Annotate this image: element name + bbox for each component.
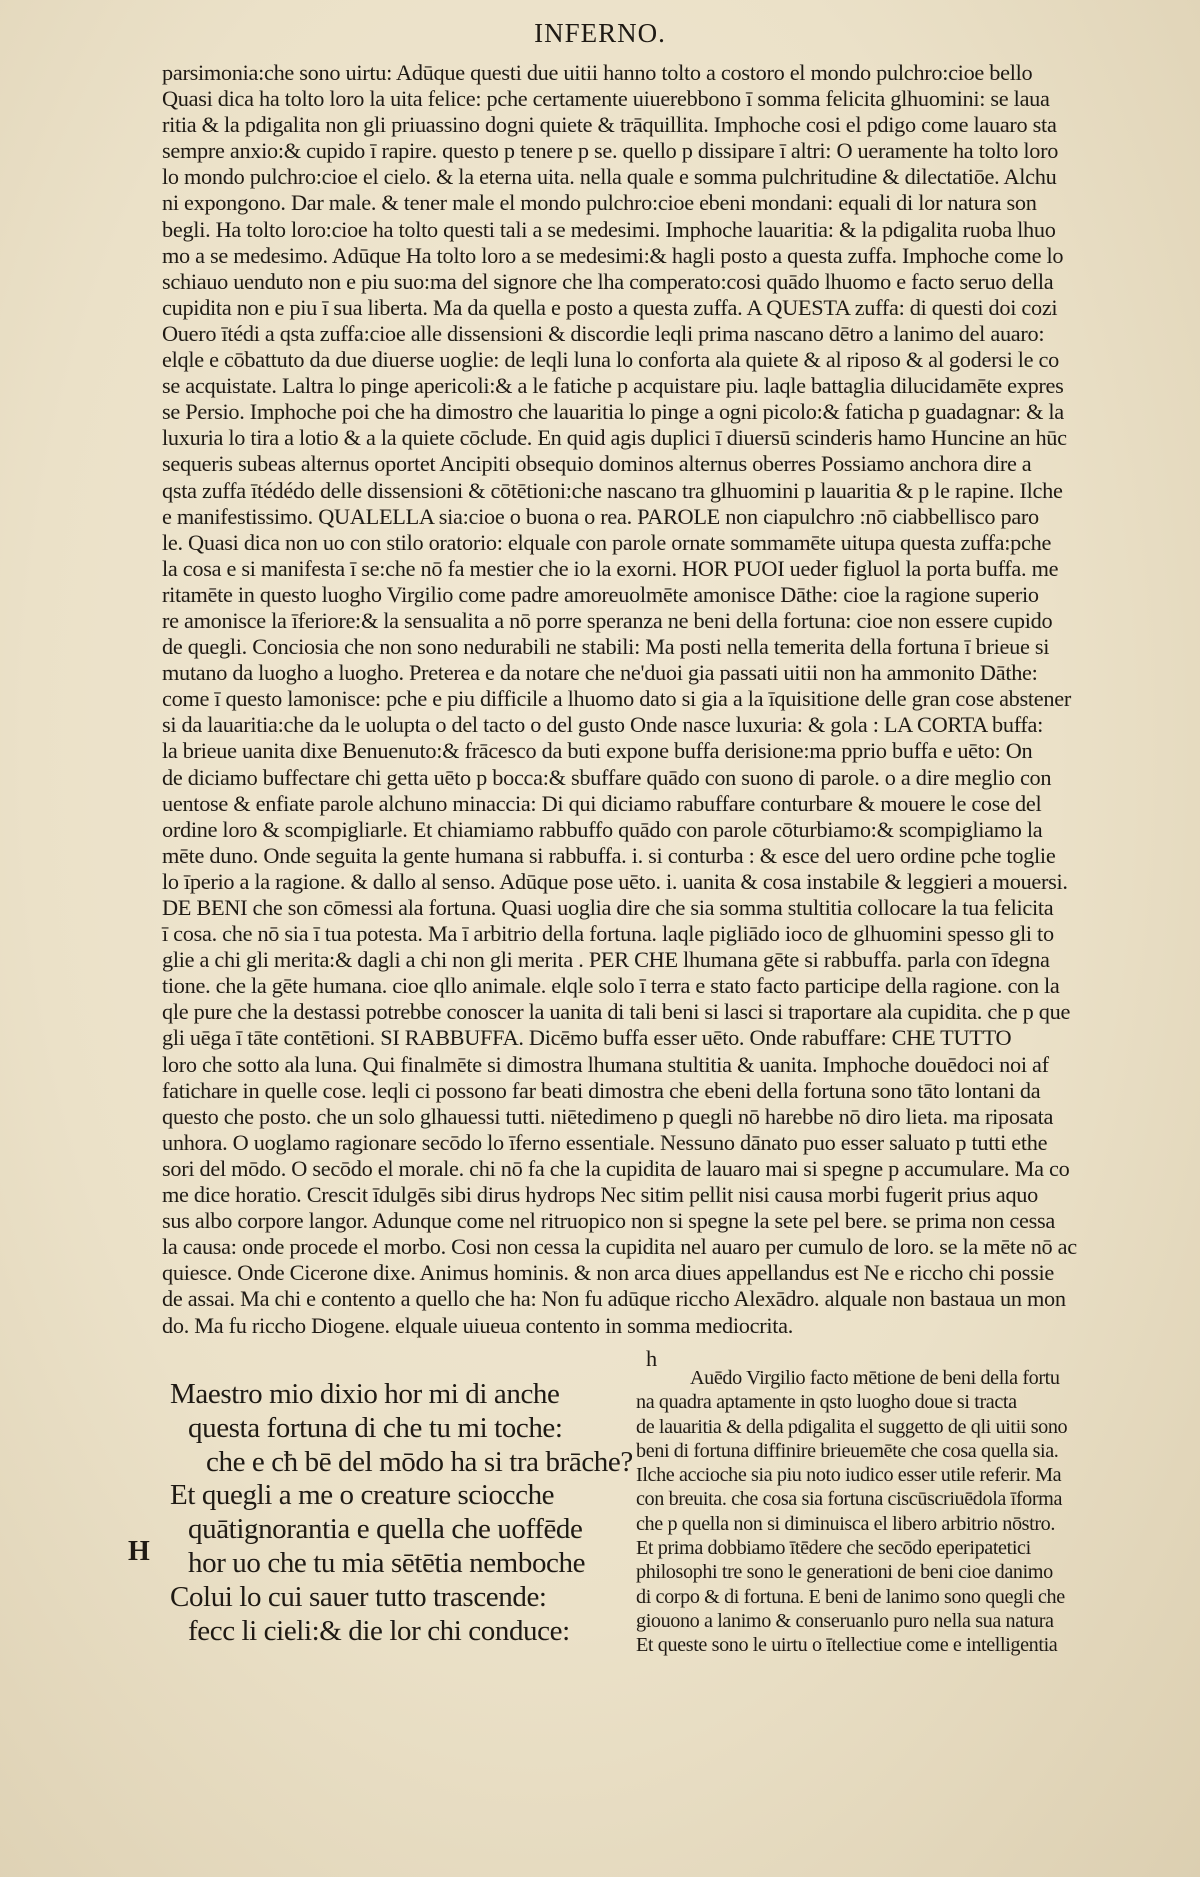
commentary-line: Quasi dica ha tolto loro la uita felice: pche certamente uiuerebbono ī somma felicita glhuomini: se laua [162,86,1050,112]
commentary-line: lo īperio a la ragione. & dallo al senso. Adūque pose uēto. i. uanita & cosa instabile & leggieri a mouersi. [162,868,1068,894]
commentary-line: sempre anxio:& cupido ī rapire. questo p tenere p se. quello p dissipare ī altri: O ueramente ha tolto loro [162,138,1059,164]
commentary-line: unhora. O uoglamo ragionare secōdo lo īferno essentiale. Nessuno dānato puo esser saluato p tutti ethe [162,1129,1048,1155]
commentary-line: qsta zuffa ītédédo delle dissensioni & cōtētioni:che nascano tra glhuomini p lauaritia & p le rapine. Ilche [162,477,1063,503]
verse-block [170,1378,633,1648]
commentary-line: do. Ma fu riccho Diogene. elquale uiueua contento in somma mediocrita. [162,1312,793,1338]
commentary-line: re amonisce la īferiore:& la sensualita a nō porre speranza ne beni della fortuna: cioe non essere cupido [162,607,1053,633]
verse-line: Maestro mio dixio hor mi di anche [170,1378,560,1410]
commentary-line: me dice horatio. Crescit īdulgēs sibi dirus hydrops Nec sitim pellit nisi causa morbi fugerit prius aquo [162,1182,1038,1208]
side-note-line: Ilche accioche sia piu noto iudico esser utile referir. Ma [636,1464,1062,1487]
commentary-line: si da lauaritia:che da le uolupta o del tacto o del gusto Onde nasce luxuria: & gola : LA CORTA buffa: [162,712,1044,738]
commentary-line: glie a chi gli merita:& dagli a chi non gli merita . PER CHE lhumana gēte si rabbuffa. parla con īdegna [162,947,1050,973]
side-note-line: che p quella non si diminuisca el libero arbitrio nōstro. [636,1512,1055,1535]
commentary-line: parsimonia:che sono uirtu: Adūque questi due uitii hanno tolto a costoro el mondo pulchro:cioe bello [162,60,1033,85]
commentary-line: se acquistate. Laltra lo pinge apericoli:& a le fatiche p acquistare piu. laqle battaglia dilucidamēte expres [162,373,1064,399]
margin-letter: H [128,1536,150,1567]
side-note-letter: h [646,1346,658,1371]
commentary-line: ni expongono. Dar male. & tener male el mondo pulchro:cioe ebeni mondani: equali di lor natura son [162,190,1037,216]
commentary-line: Ouero ītédi a qsta zuffa:cioe alle dissensioni & discordie leqli prima nascano dētro a lanimo del auaro: [162,320,1045,346]
commentary-line: come ī questo lamonisce: pche e piu difficile a lhuomo dato si gia a la īquisitione delle gran cose abstener [162,686,1071,712]
commentary-line: DE BENI che son cōmessi ala fortuna. Quasi uoglia dire che sia somma stultitia collocare la tua felicita [162,895,1054,920]
commentary-line: uentose & enfiate parole alchuno minaccia: Di qui diciamo rabuffare conturbare & mouere le cose del [162,790,1042,816]
verse-line: quātignorantia e quella che uoffēde [188,1513,583,1546]
commentary-block [162,60,1200,1339]
commentary-line: qle pure che la destassi potrebbe conoscer la uanita di tali beni si lasci si traportare ala cupidita. che p que [162,999,1071,1025]
side-note-line: Auēdo Virgilio facto mētione de beni della fortu [690,1367,1060,1389]
commentary-line: luxuria lo tira a lotio & a la quiete cōclude. En quid agis duplici ī diuersū scinderis hamo Huncine an hūc [162,425,1067,451]
commentary-line: loro che sotto ala luna. Qui finalmēte si dimostra lhumana stultitia & uanita. Imphoche douēdoci noi af [162,1051,1049,1077]
commentary-line: la causa: onde procede el morbo. Cosi non cessa la cupidita nel auaro per cumulo de loro. se la mēte nō ac [162,1234,1077,1260]
commentary-line: de quegli. Conciosia che non sono nedurabili ne stabili: Ma posti nella temerita della fortuna ī brieue si [162,634,1050,660]
side-note-block [636,1366,1196,1658]
verse-line: che e cħ bē del mōdo ha si tra brāche? [206,1445,633,1478]
commentary-line: ritia & la pdigalita non gli priuassino dogni quiete & trāquillita. Imphoche cosi el pdigo come lauaro sta [162,112,1057,138]
verse-line: Et quegli a me o creature sciocche [170,1479,555,1512]
verse-line: questa fortuna di che tu mi toche: [188,1411,563,1444]
side-note-line: beni di fortuna diffinire brieuemēte che cosa quella sia. [636,1439,1059,1462]
commentary-line: la brieue uanita dixe Benuenuto:& frācesco da buti expone buffa derisione:ma pprio buffa e uēto: On [162,738,1033,764]
commentary-line: quiesce. Onde Cicerone dixe. Animus hominis. & non arca diues appellandus est Ne e riccho chi possie [162,1260,1054,1286]
verse-line: fecc li cieli:& die lor chi conduce: [188,1614,570,1647]
verse-line: Colui lo cui sauer tutto trascende: [170,1580,547,1613]
verse-line: hor uo che tu mia sētētia nemboche [188,1546,586,1579]
commentary-line: le. Quasi dica non uo con stilo oratorio: elquale con parole ornate sommamēte uitupa questa zuffa:pche [162,529,1052,555]
commentary-line: mēte duno. Onde seguita la gente humana si rabbuffa. i. si conturba : & esce del uero ordine pche toglie [162,842,1056,868]
commentary-line: ritamēte in questo luogho Virgilio come padre amoreuolmēte amonisce Dāthe: cioe la ragione superio [162,581,1039,607]
side-note-line: philosophi tre sono le generationi de beni cioe danimo [636,1561,1053,1584]
commentary-line: elqle e cōbattuto da due diuerse uoglie: de leqli luna lo conforta ala quiete & al riposo & al godersi le co [162,347,1059,373]
commentary-line: de assai. Ma chi e contento a quello che ha: Non fu adūque riccho Alexādro. alquale non bastaua un mon [162,1286,1066,1312]
side-note-line: con breuita. che cosa sia fortuna ciscūscriuēdola īforma [636,1488,1063,1511]
commentary-line: gli uēga ī tāte contētioni. SI RABBUFFA. Dicēmo buffa esser uēto. Onde rabuffare: CHE TUTTO [162,1025,1012,1051]
commentary-line: mutano da luogho a luogho. Preterea e da notare che ne'duoi gia passati uitii non ha ammonito Dāthe: [162,660,1038,686]
commentary-line: ī cosa. che nō sia ī tua potesta. Ma ī arbitrio della fortuna. laqle pigliādo ioco de glhuomini spesso gli to [162,921,1054,947]
commentary-line: mo a se medesimo. Adūque Ha tolto loro a se medesimi:& hagli posto a questa zuffa. Imphoche come lo [162,242,1064,268]
side-note-line: na quadra aptamente in qsto luogho doue si tracta [636,1391,1017,1414]
commentary-line: e manifestissimo. QUALELLA sia:cioe o buona o rea. PAROLE non ciapulchro :nō ciabbellisco paro [162,503,1039,529]
commentary-line: fatichare in quelle cose. leqli ci possono far beati dimostra che ebeni della fortuna sono tāto lontani da [162,1077,1041,1103]
side-note-line: giouono a lanimo & conseruanlo puro nella sua natura [636,1609,1054,1632]
side-note-line: Et prima dobbiamo ītēdere che secōdo eperipatetici [636,1537,1031,1560]
commentary-line: la cosa e si manifesta ī se:che nō fa mestier che io la exorni. HOR PUOI ueder figluol la porta buffa. me [162,555,1059,581]
commentary-line: sus albo corpore langor. Adunque come nel ritruopico non si spegne la sete pel bere. se prima non cessa [162,1208,1055,1234]
commentary-line: de diciamo buffectare chi getta uēto p bocca:& sbuffare quādo con suono di parole. o a dire meglio con [162,764,1052,790]
commentary-line: tione. che la gēte humana. cioe qllo animale. elqle solo ī terra e stato facto participe della ragione. con la [162,973,1060,999]
commentary-line: questo che posto. che un solo glhauessi tutti. niētedimeno p quegli nō harebbe nō diro lieta. ma riposata [162,1103,1054,1129]
side-note-line: de lauaritia & della pdigalita el suggetto de qli uitii sono [636,1415,1068,1438]
commentary-line: sequeris subeas alternus oportet Ancipiti obsequio dominos alternus oberres Possiamo anchora dire a [162,451,1032,477]
commentary-line: begli. Ha tolto loro:cioe ha tolto questi tali a se medesimi. Imphoche lauaritia: & la pdigalita ruoba lhuo [162,216,1056,242]
commentary-line: cupidita non e piu ī sua liberta. Ma da quella e posto a questa zuffa. A QUESTA zuffa: di questi doi cozi [162,294,1058,320]
commentary-line: sori del mōdo. O secōdo el morale. chi nō fa che la cupidita de lauaro mai si spegne p accumulare. Ma co [162,1155,1070,1181]
commentary-line: schiauo uenduto non e piu suo:ma del signore che lha comperato:cosi quādo lhuomo e facto seruo della [162,268,1054,294]
side-note-line: Et queste sono le uirtu o ītellectiue come e intelligentia [636,1634,1058,1657]
commentary-line: lo mondo pulchro:cioe el cielo. & la eterna uita. nella quale e somma pulchritudine & dilectatiōe. Alchu [162,164,1057,190]
running-header: INFERNO. [534,18,666,48]
side-note-line: di corpo & di fortuna. E beni de lanimo sono quegli che [636,1585,1065,1608]
commentary-line: ordine loro & scompigliarle. Et chiamiamo rabbuffo quādo con parole cōturbiamo:& scompigliamo la [162,816,1043,842]
commentary-line: se Persio. Imphoche poi che ha dimostro che lauaritia lo pinge a ogni picolo:& faticha p guadagnar: & la [162,399,1064,425]
